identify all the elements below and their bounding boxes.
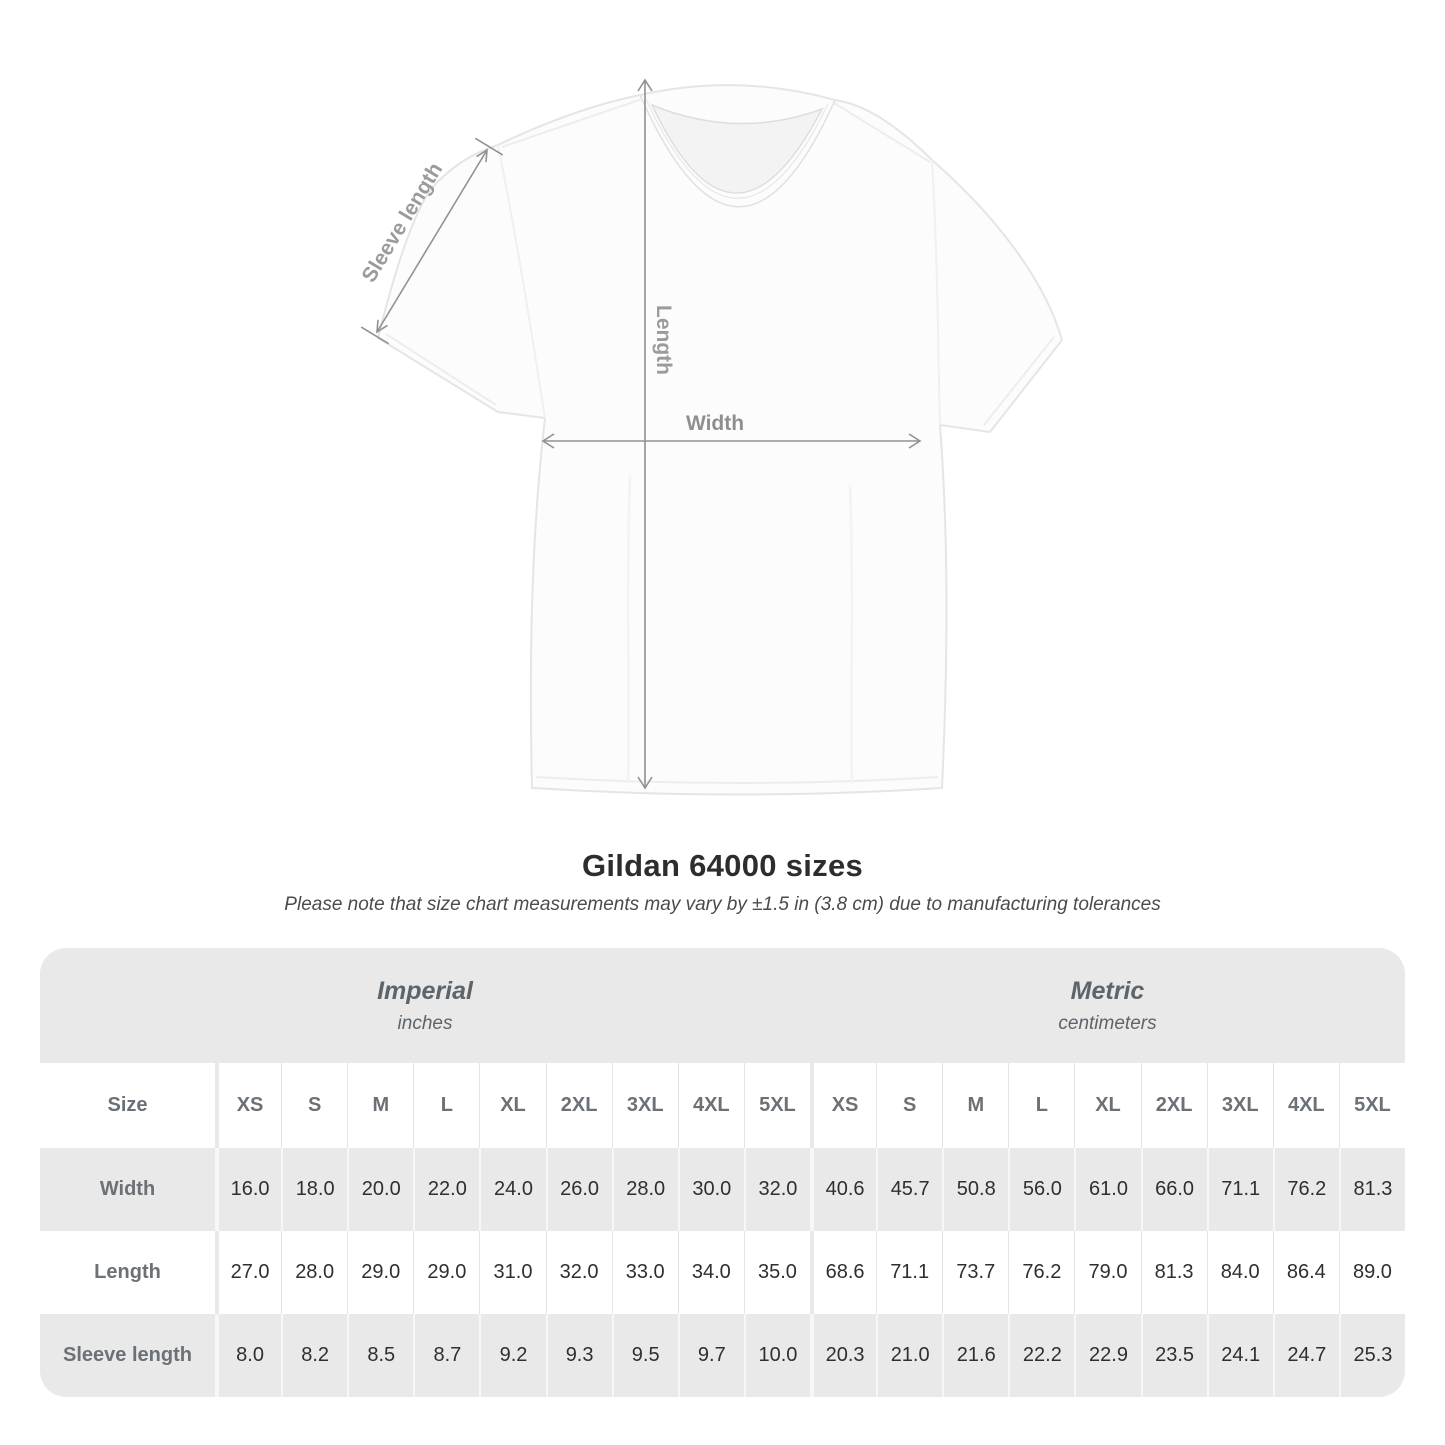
size-header-cell: S [281,1063,347,1148]
value-cell: 73.7 [942,1231,1008,1314]
tshirt-figure [330,55,1120,855]
value-cell: 22.9 [1074,1314,1140,1397]
value-cell: 10.0 [744,1314,810,1397]
size-header-cell: XL [1074,1063,1140,1148]
size-header-cell: 5XL [1339,1063,1405,1148]
value-cell: 30.0 [678,1148,744,1231]
value-cell: 81.3 [1339,1148,1405,1231]
sleeve-length-label: Sleeve length [357,158,448,287]
width-label: Width [685,412,745,435]
size-table [40,948,1405,1397]
value-cell: 9.2 [479,1314,545,1397]
size-header-cell: 4XL [678,1063,744,1148]
size-header-cell: 4XL [1273,1063,1339,1148]
value-cell: 61.0 [1074,1148,1140,1231]
size-header-cell: XS [215,1063,281,1148]
size-header-cell: 5XL [744,1063,810,1148]
value-cell: 86.4 [1273,1231,1339,1314]
value-cell: 76.2 [1008,1231,1074,1314]
metric-group-header [810,948,1405,1063]
size-header-cell: L [1008,1063,1074,1148]
value-cell: 27.0 [215,1231,281,1314]
value-cell: 71.1 [1207,1148,1273,1231]
value-cell: 84.0 [1207,1231,1273,1314]
value-cell: 33.0 [612,1231,678,1314]
size-header-cell: L [413,1063,479,1148]
row-label: Sleeve length [40,1314,215,1397]
row-label: Length [40,1231,215,1314]
value-cell: 28.0 [281,1231,347,1314]
value-cell: 50.8 [942,1148,1008,1231]
table-row [40,1231,1405,1314]
value-cell: 24.1 [1207,1314,1273,1397]
value-cell: 76.2 [1273,1148,1339,1231]
value-cell: 8.0 [215,1314,281,1397]
value-cell: 24.0 [479,1148,545,1231]
value-cell: 40.6 [810,1148,876,1231]
metric-unit: centimeters [1058,1012,1157,1034]
size-header-cell: 3XL [612,1063,678,1148]
value-cell: 24.7 [1273,1314,1339,1397]
value-cell: 21.6 [942,1314,1008,1397]
value-cell: 45.7 [876,1148,942,1231]
size-header-cell: 2XL [1141,1063,1207,1148]
value-cell: 89.0 [1339,1231,1405,1314]
tshirt-silhouette [378,85,1062,794]
value-cell: 79.0 [1074,1231,1140,1314]
size-header-cell: M [942,1063,1008,1148]
size-header-row [40,1063,1405,1148]
value-cell: 26.0 [546,1148,612,1231]
length-label: Length [652,305,675,375]
table-row [40,1148,1405,1231]
value-cell: 32.0 [744,1148,810,1231]
size-header-cell: XL [479,1063,545,1148]
value-cell: 31.0 [479,1231,545,1314]
unit-group-header [40,948,1405,1063]
imperial-group-header [40,948,810,1063]
value-cell: 81.3 [1141,1231,1207,1314]
size-header-cell: 3XL [1207,1063,1273,1148]
value-cell: 9.7 [678,1314,744,1397]
size-header-cell: XS [810,1063,876,1148]
value-cell: 18.0 [281,1148,347,1231]
value-cell: 22.0 [413,1148,479,1231]
value-cell: 20.3 [810,1314,876,1397]
value-cell: 25.3 [1339,1314,1405,1397]
metric-label: Metric [1070,976,1145,1005]
value-cell: 22.2 [1008,1314,1074,1397]
size-header-cell: 2XL [546,1063,612,1148]
table-row [40,1314,1405,1397]
value-cell: 28.0 [612,1148,678,1231]
value-cell: 8.2 [281,1314,347,1397]
value-cell: 23.5 [1141,1314,1207,1397]
value-cell: 68.6 [810,1231,876,1314]
value-cell: 56.0 [1008,1148,1074,1231]
size-header-cell: M [347,1063,413,1148]
value-cell: 35.0 [744,1231,810,1314]
value-cell: 9.5 [612,1314,678,1397]
imperial-unit: inches [397,1012,453,1034]
page-title: Gildan 64000 sizes [581,848,864,883]
value-cell: 29.0 [413,1231,479,1314]
value-cell: 29.0 [347,1231,413,1314]
value-cell: 66.0 [1141,1148,1207,1231]
tshirt-graphic [330,55,1120,855]
value-cell: 32.0 [546,1231,612,1314]
value-cell: 20.0 [347,1148,413,1231]
imperial-label: Imperial [377,976,473,1005]
value-cell: 9.3 [546,1314,612,1397]
tolerance-note: Please note that size chart measurements may vary by ±1.5 in (3.8 cm) due to manufacturing tolerances [284,894,1161,915]
size-header-cell: S [876,1063,942,1148]
value-cell: 34.0 [678,1231,744,1314]
value-cell: 71.1 [876,1231,942,1314]
table-body [40,1148,1405,1397]
value-cell: 8.5 [347,1314,413,1397]
value-cell: 21.0 [876,1314,942,1397]
size-column-label: Size [40,1063,215,1148]
value-cell: 16.0 [215,1148,281,1231]
row-label: Width [40,1148,215,1231]
value-cell: 8.7 [413,1314,479,1397]
